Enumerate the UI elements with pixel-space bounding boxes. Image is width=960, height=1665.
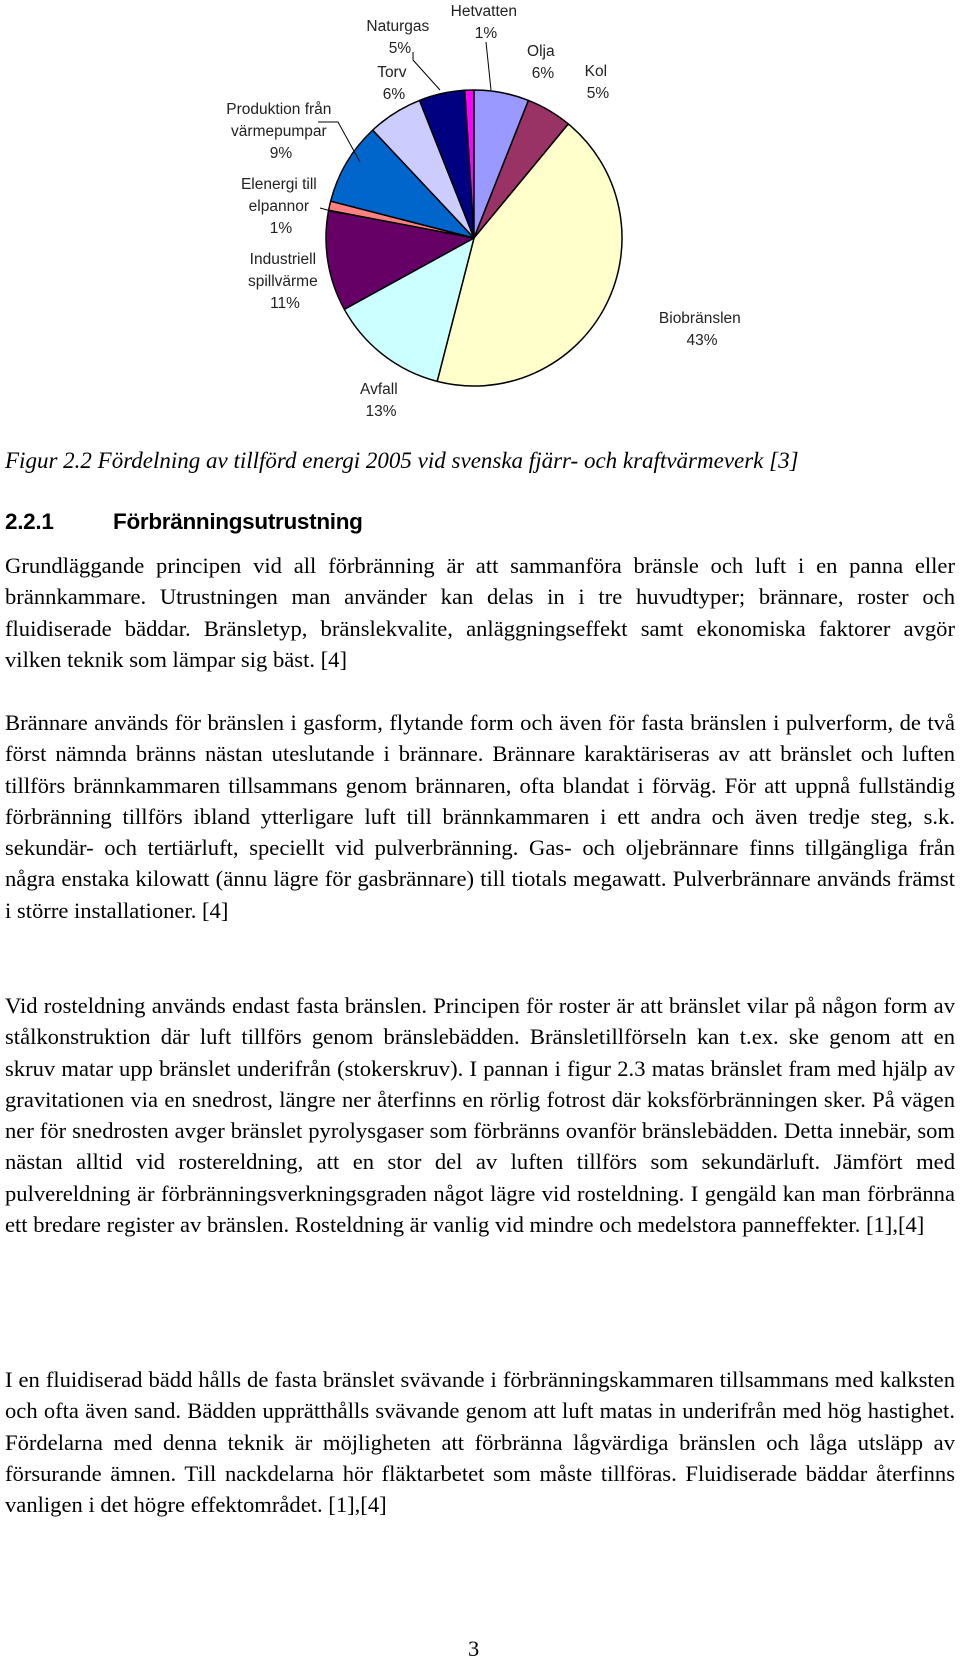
leader-line-naturgas <box>413 52 440 90</box>
label-avfall-pct: 13% <box>365 403 397 420</box>
leader-line-hetvatten <box>486 42 491 90</box>
label-naturgas-name: Naturgas <box>366 18 430 35</box>
label-bio <box>659 310 745 349</box>
label-varmepump-pct: 9% <box>269 145 293 162</box>
paragraph-brannare: Brännare används för bränslen i gasform, flytande form och även för fasta bränslen i pulverform, de två först nämnda bränns nästan uteslutande i brännare. Brännare karaktäriseras av att bränslet och luften tillförs brännkammaren tillsammans genom brännaren, ofta blandat i förväg. För att uppnå fullständig förbränning tillförs ibland ytterligare luft till brännkammaren i ett andra och även tredje steg, s.k. sekundär- och tertiärluft, speciellt vid pulverbränning. Gas- och oljebrännare finns tillgängliga från några enstaka kilowatt (ännu lägre för gasbrännare) till tiotals megawatt. Pulverbrännare används främst i större installationer. [4] <box>5 710 955 923</box>
section-number: 2.2.1 <box>5 509 54 534</box>
label-torv-name: Torv <box>377 64 407 81</box>
pie-chart <box>0 0 960 440</box>
label-elpannor-name: Elenergi till <box>240 176 317 193</box>
label-torv <box>377 64 411 103</box>
paragraph-rosteldning: Vid rosteldning används endast fasta bränslen. Principen för roster är att bränslet vilar på någon form av stålkonstruktion där luft tillförs genom bränslebädden. Bränsletillförseln kan t.ex. ske genom att en skruv matar upp bränslet underifrån (stokerskruv). I pannan i figur 2.3 matas bränslet fram med hjälp av gravitationen via en snedrost, längre ner återfinns en rörlig fotrost där koksförbränningen sker. På vägen ner för snedrosten avger bränslet pyrolysgaser som förbränns ovanför bränslebädden. Detta innebär, som nästan alltid vid rostereldning, att en stor del av luften tillförs som sekundärluft. Jämfört med pulvereldning är förbränningsverkningsgraden något lägre vid rosteldning. I gengäld kan man förbränna ett bredare register av bränslen. Rosteldning är vanlig vid mindre och medelstora panneffekter. [1],[4] <box>5 993 955 1238</box>
label-industri-name2: spillvärme <box>247 273 318 290</box>
label-kol-pct: 5% <box>586 85 610 102</box>
label-naturgas-pct: 5% <box>388 40 412 57</box>
label-torv-pct: 6% <box>382 86 406 103</box>
label-bio-name: Biobränslen <box>658 310 741 327</box>
label-bio-pct: 43% <box>686 332 718 349</box>
paragraph-fluidiserad: I en fluidiserad bädd hålls de fasta bränslet svävande i förbränningskammaren tillsammans med kalksten och ofta även sand. Bädden upprätthålls svävande genom att luft matas in underifrån med hög hastighet. Fördelarna med denna teknik är möjligheten att förbränna lågvärdiga bränslen och låga utsläpp av försurande ämnen. Till nackdelarna hör fläktarbetet som måste tillföras. Fluidiserade bäddar återfinns vanligen i det högre effektområdet. [1],[4] <box>5 1367 955 1518</box>
label-industri <box>248 251 322 312</box>
label-elpannor-pct: 1% <box>269 220 293 237</box>
pie-slices <box>326 90 622 386</box>
label-naturgas <box>366 18 433 57</box>
label-avfall <box>360 381 402 420</box>
label-hetvatten-pct: 1% <box>474 25 498 42</box>
figure-caption: Figur 2.2 Fördelning av tillförd energi 2005 vid svenska fjärr- och kraftvärmeverk [3] <box>5 448 799 473</box>
label-varmepump-name: Produktion från <box>226 101 332 118</box>
label-industri-pct: 11% <box>270 295 300 312</box>
label-industri-name: Industriell <box>249 251 317 268</box>
paragraph-intro: Grundläggande principen vid all förbränning är att sammanföra bränsle och luft i en panna eller brännkammare. Utrustningen man använder kan delas in i tre huvudtyper; brännare, roster och fluidiserade bäddar. Bränsletyp, bränslekvalite, anläggningseffekt samt ekonomiska faktorer avgör vilken teknik som lämpar sig bäst. [4] <box>5 553 955 672</box>
label-elpannor-name2: elpannor <box>248 198 310 215</box>
label-hetvatten-name: Hetvatten <box>450 3 518 20</box>
label-elpannor <box>241 176 321 237</box>
label-olja <box>527 43 559 82</box>
label-olja-pct: 6% <box>531 65 555 82</box>
label-olja-name: Olja <box>527 43 555 60</box>
label-kol <box>585 63 612 102</box>
label-varmepump <box>226 101 335 162</box>
page-number: 3 <box>468 1636 480 1661</box>
section-title: Förbränningsutrustning <box>113 509 363 534</box>
label-kol-name: Kol <box>584 63 608 80</box>
label-hetvatten <box>451 3 522 42</box>
section-heading <box>5 509 363 535</box>
label-varmepump-name2: värmepumpar <box>231 123 327 140</box>
label-avfall-name: Avfall <box>360 381 398 398</box>
